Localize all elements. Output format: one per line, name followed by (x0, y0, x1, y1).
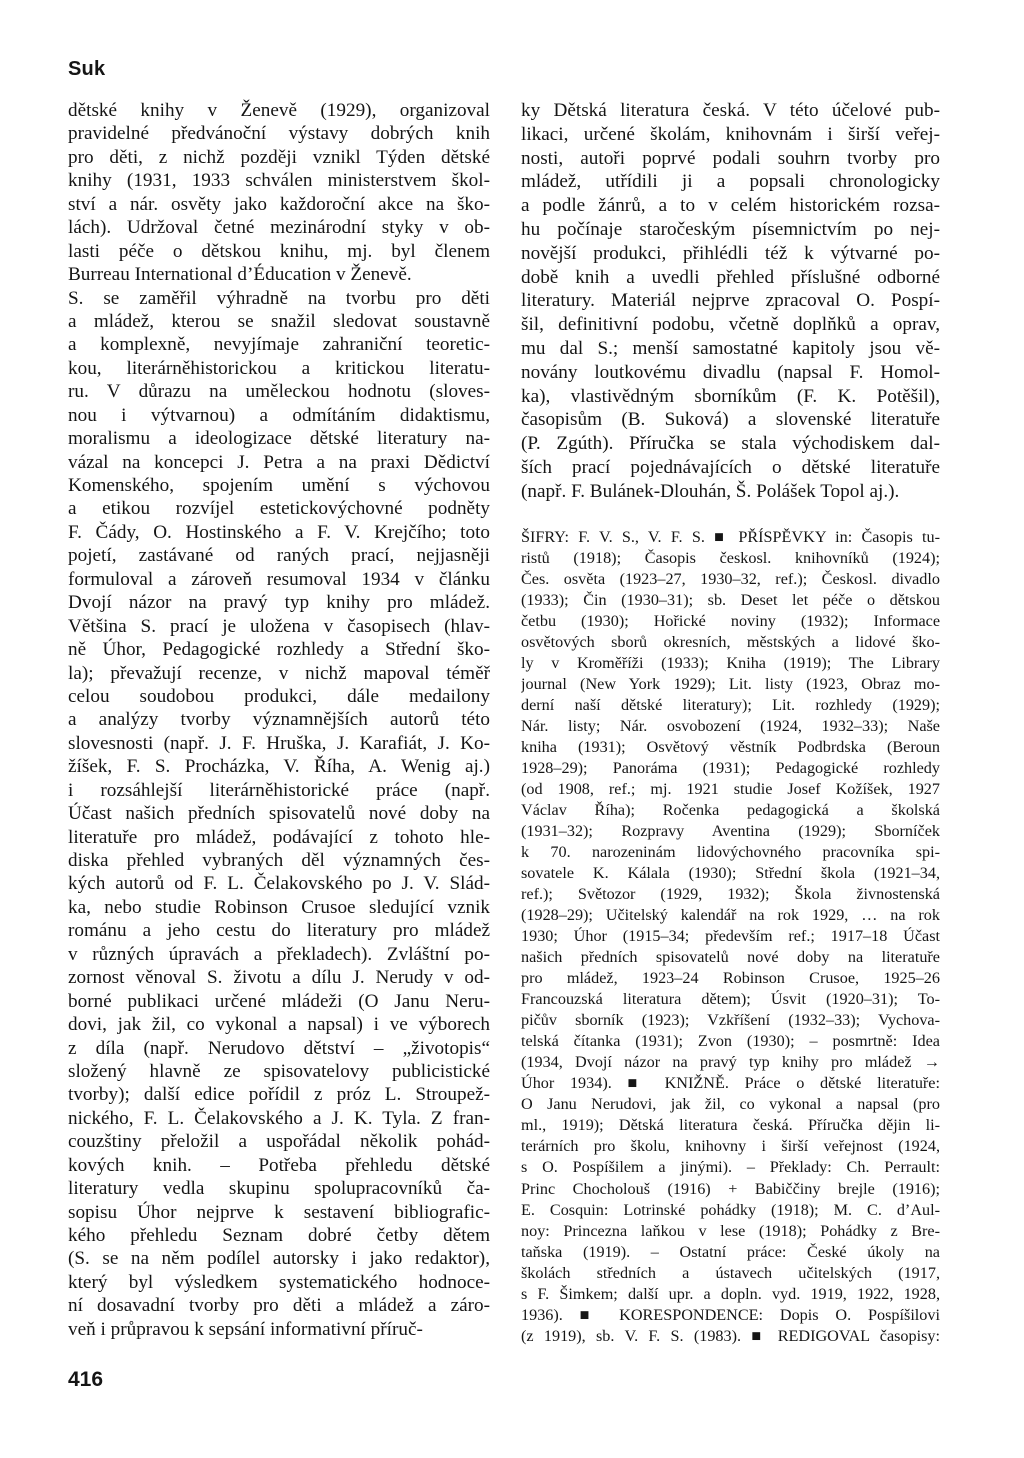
text-line: ství a nár. osvěty jako každoroční akce na ško- (68, 193, 490, 215)
text-line: pičův sborník (1923); Vzkříšení (1932–33); Vychova- (521, 1011, 940, 1030)
text-line: ly v Kroměříži (1933); Kniha (1919); The Library (521, 653, 940, 672)
text-line: románu a jeho cestu do literatury pro mládež (68, 920, 490, 942)
text-line: 1936). ■ KORESPONDENCE: Dopis O. Pospíšilovi (521, 1305, 940, 1324)
text-line: a mládež, kterou se snažil sledovat soustavně (68, 310, 490, 332)
text-line: diska přehled vybraných děl významných čes- (68, 850, 490, 871)
text-line: a podle žánrů, a to v celém historickém rozsa- (521, 195, 940, 217)
text-line: noy: Princezna laňkou v lese (1918); Pohádky z Bre- (521, 1221, 940, 1240)
text-line: pojetí, zastávané od raných prací, nejjasněji (68, 545, 490, 567)
text-line: žíšek, F. S. Procházka, V. Říha, A. Wenig aj.) (68, 756, 490, 778)
text-line: literatury. Materiál nejprve zpracoval O. Pospí- (521, 290, 940, 312)
text-line: pro mládež, 1923–24 Robinson Crusoe, 1925–26 (521, 969, 940, 988)
text-line: couzštiny přeložil a uspořádal několik pohád- (68, 1131, 490, 1153)
text-line: Většina S. prací je uložena v časopisech (hlav- (68, 615, 490, 637)
text-line: E. Cosquin: Lotrinské pohádky (1918); M. C. d’Aul- (521, 1200, 940, 1219)
text-line: veň i průpravou k sepsání informativní příruč- (68, 1318, 423, 1340)
text-line: (např. F. Bulánek-Dlouhán, Š. Polášek Topol aj.). (521, 480, 900, 502)
text-line: nou i výtvarnou) a odmítáním didaktismu, (68, 404, 490, 426)
text-line: a etikou rozvíjel estetickovýchovné podněty (68, 498, 490, 520)
text-line: i rozsáhlejší literárněhistorické práce (např. (68, 779, 490, 801)
text-line: ref.); Světozor (1929, 1932); Škola živnostenská (521, 885, 940, 904)
text-line: S. se zaměřil výhradně na tvorbu pro děti (68, 287, 490, 309)
text-line: novější produkci, přihlédli též k výtvarné po- (521, 242, 940, 264)
text-line: dovi, jak žil, co vykonal a napsal) i ve výborech (68, 1014, 490, 1036)
text-line: formuloval a zároveň resumoval 1934 v článku (68, 568, 490, 590)
text-line: kou, literárněhistorickou a kritickou literatu- (68, 357, 490, 379)
text-line: terárních pro školu, knihovny i širší veřejnost (1924, (521, 1137, 940, 1156)
text-line: likaci, určené školám, knihovnám i širší veřej- (521, 123, 940, 145)
text-line: sovatele K. Kálala (1930); Střední škola (1921–34, (521, 864, 940, 883)
text-line: časopisům (B. Suková) a slovenské literatuře (521, 409, 940, 431)
text-line: ŠIFRY: F. V. S., V. F. S. ■ PŘÍSPĚVKY in: Časopis tu- (521, 527, 940, 546)
text-line: sopisu Úhor nejprve k sestavení bibliografic- (68, 1201, 490, 1223)
text-line: který byl výsledkem systematického hodnoce- (68, 1271, 490, 1293)
text-line: (1928–29); Učitelský kalendář na rok 1929, … na rok (521, 906, 940, 925)
page-number: 416 (68, 1368, 104, 1391)
right-column (521, 99, 940, 1347)
text-line: šil, definitivní podobu, včetně doplňků a oprav, (521, 314, 940, 336)
text-line: ka), vlastivědným sborníkům (F. K. Potěšil), (521, 385, 940, 407)
text-line: z díla (např. Nerudovo dětství – „životopis“ (68, 1037, 490, 1059)
text-line: literatury vedla skupinu spolupracovníků ča- (68, 1178, 490, 1200)
text-line: knihy (1931, 1933 schválen ministerstvem škol- (68, 170, 490, 192)
text-line: četbu (1930); Hořické noviny (1932); Informace (521, 611, 940, 630)
bibliography-notes (521, 527, 940, 1347)
text-line: (od 1908, ref.; mj. 1921 studie Josef Kožíšek, 1927 (521, 779, 940, 798)
text-line: ru. V důrazu na uměleckou hodnotu (sloves- (68, 381, 490, 403)
left-column (68, 99, 490, 1341)
text-line: Úhor 1934). ■ KNIŽNĚ. Práce o dětské literatuře: (521, 1074, 940, 1093)
text-line: 1930; Úhor (1915–34; především ref.; 1917–18 Účast (521, 927, 940, 946)
text-line: kých autorů od F. L. Čelakovského po J. V. Slád- (68, 873, 490, 895)
text-line: složený hlavně ze spisovatelovy publicistické (68, 1060, 490, 1082)
text-line: zornost věnoval S. životu a dílu J. Nerudy v od- (68, 967, 490, 989)
text-line: ní dosavadní tvorby pro děti a mládež a záro- (68, 1295, 490, 1317)
text-line: ších prací pojednávajících o dětské literatuře (521, 456, 940, 478)
text-line: kových knih. – Potřeba přehledu dětské (68, 1154, 490, 1176)
text-line: Dvojí názor na pravý typ knihy pro mládež. (68, 592, 490, 614)
text-line: Komenského, spojením umění s výchovou (68, 475, 490, 496)
text-line: Nár. listy; Nár. osvobození (1924, 1932–33); Naše (521, 716, 940, 735)
text-line: tvorby); další edice pořídil z próz L. Stroupež- (68, 1084, 490, 1106)
text-line: borné publikaci určené mládeži (O Janu Neru- (68, 990, 490, 1012)
text-line: Čes. osvěta (1923–27, 1930–32, ref.); Českosl. divadlo (521, 569, 940, 588)
text-line: v různých úpravách a překladech). Zvláštní po- (68, 943, 490, 965)
text-line: lasti péče o dětskou knihu, mj. byl členem (68, 240, 490, 262)
text-line: Václav Říha); Ročenka pedagogická a školská (521, 800, 940, 819)
text-line: Účast našich předních spisovatelů nové doby na (68, 803, 490, 825)
text-line: pravidelné předvánoční výstavy dobrých knih (68, 123, 490, 145)
text-line: ně Úhor, Pedagogické rozhledy a Střední ško- (68, 639, 490, 661)
text-line: době knih a uvedli přehled příslušné odborné (521, 266, 940, 288)
text-line: literatuře pro mládež, podávající z tohoto hle- (68, 826, 490, 848)
running-head: Suk (68, 58, 106, 80)
text-line: taňska (1919). – Ostatní práce: České úkoly na (521, 1242, 940, 1261)
text-line: Princ Chocholouš (1916) + Babiččiny brejle (1916); (521, 1179, 940, 1198)
right-column-body (521, 99, 940, 504)
text-line: a komplexně, nevyjímaje zahraniční teoretic- (68, 334, 490, 356)
text-line: 1928–29); Panoráma (1931); Pedagogické rozhledy (521, 758, 940, 777)
text-line: vázal na koncepci J. Petra a na praxi Dědictví (68, 451, 490, 473)
text-line: slovesnosti (např. J. F. Hruška, J. Karafiát, J. Ko- (68, 732, 490, 754)
text-line: O Janu Nerudovi, jak žil, co vykonal a napsal (pro (521, 1095, 940, 1114)
text-line: derní naší dětské literatury); Lit. rozhledy (1929); (521, 695, 940, 714)
text-line: nického, F. L. Čelakovského a J. K. Tyla. Z fran- (68, 1107, 490, 1129)
text-line: nosti, autoři poprvé podali souhrn tvorby pro (521, 147, 940, 169)
text-line: dětské knihy v Ženevě (1929), organizoval (68, 100, 490, 121)
text-line: s O. Pospíšilem a jinými). – Překlady: Ch. Perrault: (521, 1158, 940, 1177)
text-line: (1931–32); Rozpravy Aventina (1929); Sborníček (521, 821, 940, 840)
text-line: mu dal S.; menší samostatné kapitoly jsou vě- (521, 337, 940, 359)
text-line: s F. Šimkem; další upr. a dopln. vyd. 1919, 1922, 1928, (521, 1284, 940, 1303)
text-line: ky Dětská literatura česká. V této účelové pub- (521, 100, 940, 121)
text-line: journal (New York 1929); Lit. listy (1923, Obraz mo- (521, 674, 940, 693)
text-line: osvětových sborů okresních, městských a lidové ško- (521, 632, 940, 651)
text-line: k 70. narozeninám lidovýchovného pracovníka spi- (521, 843, 940, 862)
text-line: F. Čády, O. Hostinského a F. V. Krejčího; toto (68, 521, 490, 543)
text-line: školách středních a ústavech učitelských (1917, (521, 1263, 940, 1282)
text-line: kého přehledu Seznam dobré četby dětem (68, 1225, 490, 1246)
text-line: (z 1919), sb. V. F. S. (1983). ■ REDIGOVAL časopisy: (521, 1326, 940, 1345)
text-line: (1934, Dvojí názor na pravý typ knihy pro mládež → (521, 1053, 940, 1072)
text-line: telská čítanka (1931); Zvon (1930); – posmrtně: Idea (521, 1032, 940, 1051)
text-line: kniha (1931); Osvětový věstník Podbrdska (Beroun (521, 737, 940, 756)
text-line: (S. se na něm podílel autorsky i jako redaktor), (68, 1248, 490, 1270)
text-line: mládež, utřídili ji a popsali chronologicky (521, 171, 940, 193)
text-line: (P. Zgúth). Příručka se stala východiskem dal- (521, 433, 940, 455)
text-line: ka, nebo studie Robinson Crusoe sledující vznik (68, 896, 490, 918)
text-line: la); převažují recenze, v nichž mapoval téměř (68, 662, 490, 684)
text-line: moralismu a ideologizace dětské literatury na- (68, 428, 490, 450)
text-line: lách). Udržoval četné mezinárodní styky v ob- (68, 217, 490, 239)
text-line: Francouzská literatura dětem); Úsvit (1920–31); To- (521, 990, 940, 1009)
text-line: pro děti, z nichž později vznikl Týden dětské (68, 146, 490, 168)
text-line: hu počínaje staročeským písemnictvím po nej- (521, 218, 940, 240)
text-line: ml., 1919); Dětská literatura česká. Příručka dějin li- (521, 1116, 940, 1135)
text-line: a analýzy tvorby významnějších autorů této (68, 709, 490, 731)
text-line: novány loutkovému divadlu (napsal F. Homol- (521, 361, 940, 383)
text-line: celou soudobou produkci, dále medailony (68, 685, 490, 707)
text-line: (1933); Čin (1930–31); sb. Deset let péče o dětskou (521, 590, 940, 609)
text-line: našich předních spisovatelů nové doby na literatuře (521, 948, 940, 967)
text-line: ristů (1918); Časopis českosl. knihovníků (1924); (521, 548, 940, 567)
text-line: Burreau International d’Éducation v Ženevě. (68, 264, 412, 286)
